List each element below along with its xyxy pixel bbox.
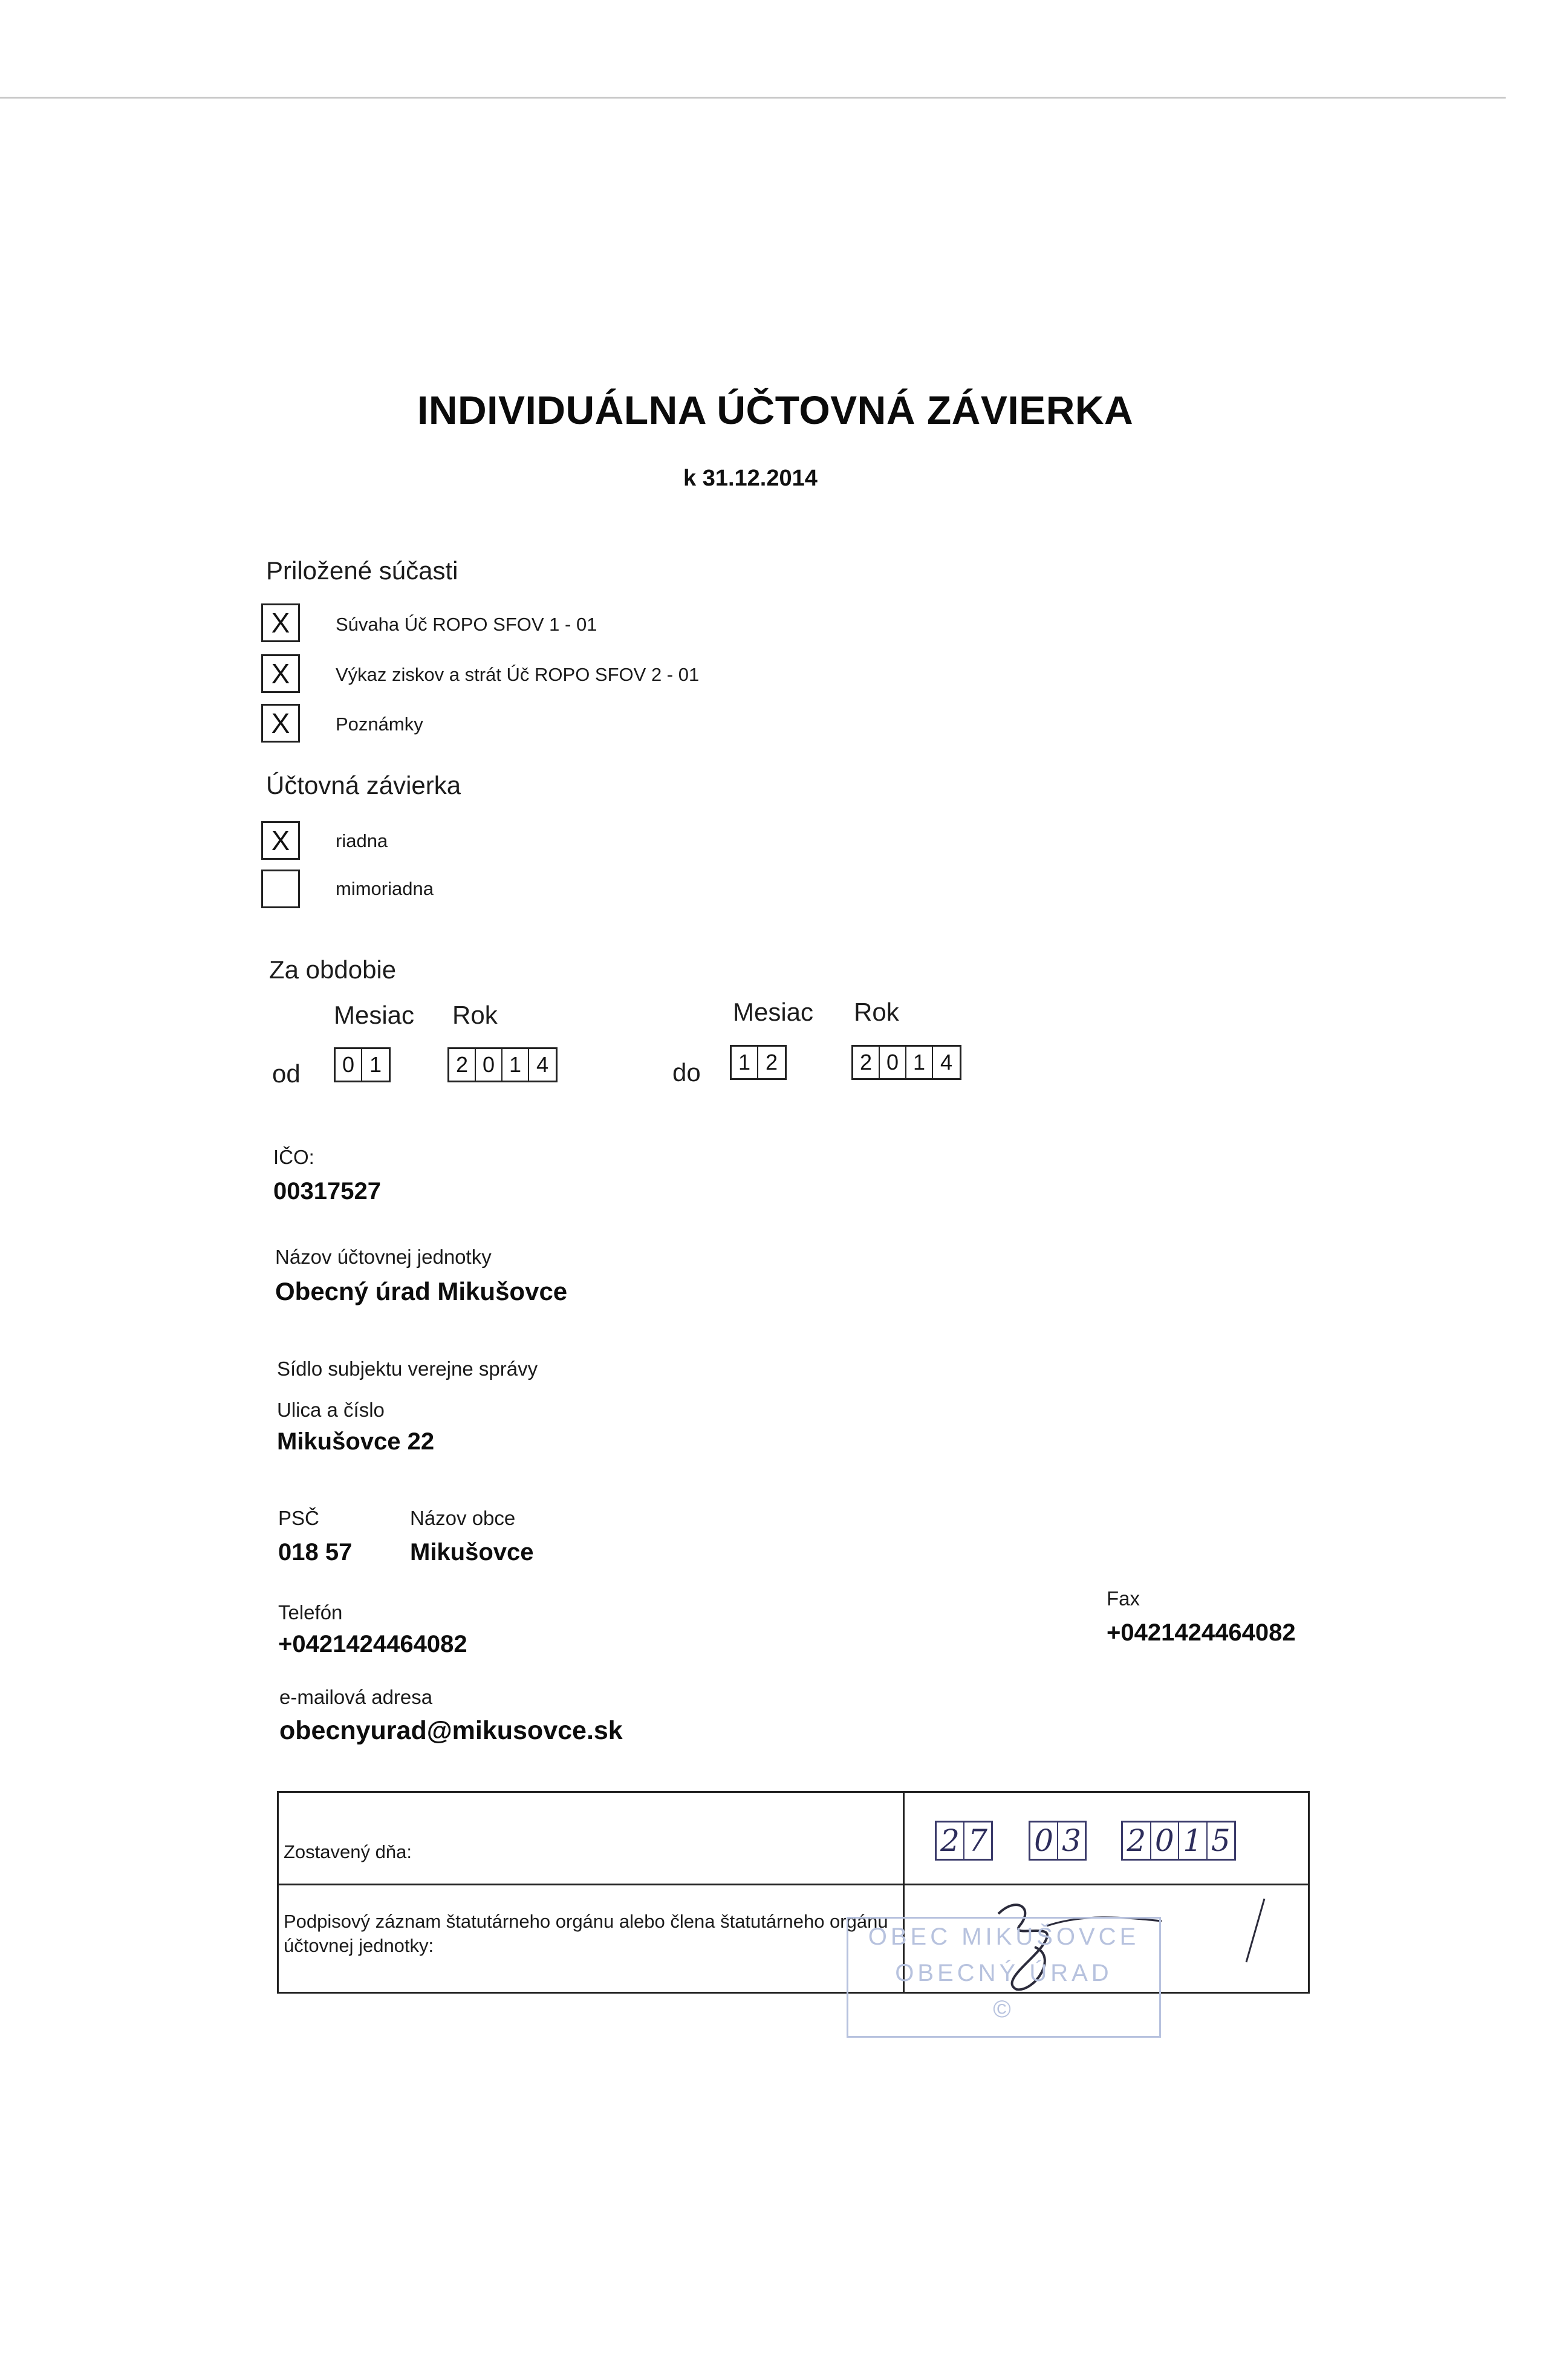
psc-value: 018 57 [278,1539,353,1566]
compiled-year-field[interactable] [1121,1821,1236,1861]
from-year-digit: 2 [449,1049,476,1081]
component-checkbox-income[interactable]: X [261,654,300,693]
stamp-line: © [993,1996,1015,2023]
compiled-year-digit: 5 [1211,1823,1231,1858]
compiled-month-digit: 0 [1030,1822,1058,1859]
official-stamp [847,1917,1161,2038]
from-year-digit: 4 [536,1052,549,1077]
component-label-balance: Súvaha Úč ROPO SFOV 1 - 01 [336,614,597,635]
fax-label: Fax [1107,1587,1140,1610]
to-year-digit: 4 [940,1050,953,1075]
city-label: Názov obce [410,1507,516,1529]
from-month-digit: 0 [336,1049,362,1081]
signature-label: Podpisový záznam štatutárneho orgánu alebo člena štatutárneho orgánu účtovnej jednotky: [284,1911,888,1956]
statement-checkbox-regular[interactable]: X [261,821,300,860]
compiled-year-digit: 0 [1151,1822,1180,1859]
from-month-digit: 1 [369,1052,382,1077]
from-year-digit: 1 [502,1049,529,1081]
compiled-day-digit: 7 [968,1823,987,1858]
component-checkbox-notes[interactable]: X [261,704,300,743]
scan-top-edge [0,97,1506,99]
to-year-digit: 0 [880,1047,906,1078]
statement-checkbox-extraordinary[interactable] [261,870,300,908]
from-year-field[interactable] [447,1047,558,1082]
compiled-month-digit: 3 [1062,1823,1081,1858]
from-year-digit: 0 [476,1049,502,1081]
component-label-income: Výkaz ziskov a strát Úč ROPO SFOV 2 - 01 [336,664,700,685]
statement-label-regular: riadna [336,830,388,851]
compiled-year-digit: 1 [1179,1822,1208,1859]
entity-name-value: Obecný úrad Mikušovce [275,1277,568,1305]
email-label: e-mailová adresa [279,1686,433,1708]
psc-label: PSČ [278,1507,319,1529]
to-year-digit: 2 [853,1047,880,1078]
email-value: obecnyurad@mikusovce.sk [279,1716,623,1745]
phone-value: +0421424464082 [278,1631,467,1657]
statement-type-heading: Účtovná závierka [266,771,461,799]
components-heading: Priložené súčasti [266,556,458,585]
date-line: k 31.12.2014 [683,466,818,491]
from-year-label: Rok [452,1001,498,1029]
from-month-field[interactable] [334,1047,391,1082]
street-label: Ulica a číslo [277,1399,385,1421]
to-year-field[interactable] [851,1045,961,1080]
seat-heading: Sídlo subjektu verejne správy [277,1357,538,1380]
ico-value: 00317527 [273,1178,381,1205]
stamp-line: OBECNÝ ÚRAD [895,1960,1113,1986]
compiled-month-field[interactable] [1029,1821,1087,1861]
component-checkbox-balance[interactable]: X [261,603,300,642]
from-label: od [272,1059,301,1088]
to-label: do [672,1058,701,1087]
document-title: INDIVIDUÁLNA ÚČTOVNÁ ZÁVIERKA [417,388,1134,432]
to-month-label: Mesiac [733,998,814,1026]
compiled-day-digit: 2 [937,1822,964,1859]
to-year-label: Rok [854,998,899,1026]
ico-label: IČO: [273,1146,314,1168]
component-label-notes: Poznámky [336,714,423,735]
compiled-day-field[interactable] [935,1821,993,1861]
to-month-field[interactable] [730,1045,787,1080]
fax-value: +0421424464082 [1107,1619,1296,1646]
period-heading: Za obdobie [269,955,397,984]
from-month-label: Mesiac [334,1001,415,1029]
entity-name-label: Názov účtovnej jednotky [275,1246,492,1268]
street-value: Mikušovce 22 [277,1428,435,1455]
city-value: Mikušovce [410,1539,534,1566]
compiled-label: Zostavený dňa: [284,1841,412,1862]
statement-label-extraordinary: mimoriadna [336,878,434,899]
compiled-year-digit: 2 [1123,1822,1151,1859]
to-month-digit: 1 [732,1047,758,1078]
stamp-line: OBEC MIKUŠOVCE [868,1923,1140,1950]
to-month-digit: 2 [765,1050,778,1075]
to-year-digit: 1 [906,1047,933,1078]
phone-label: Telefón [278,1601,343,1624]
